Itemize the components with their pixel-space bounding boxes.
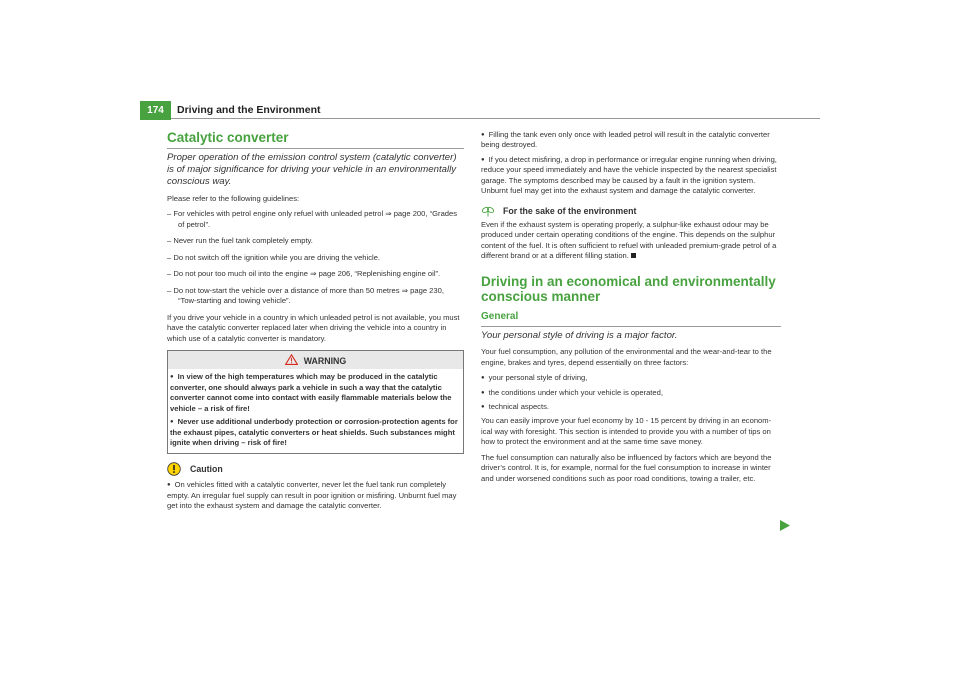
warning-item: ● In view of the high temperatures which may be produced in the catalytic converter, one should always park a vehicle in such a way that the catalytic converter cannot come into contact with easily flammable materials below the vehicle – a risk of fire! [170,372,461,414]
factor-item: ● technical aspects. [481,402,781,412]
right-column [481,130,781,489]
environment-text [481,220,781,262]
caution-header [167,462,464,476]
consumption-paragraph: The fuel consumption can naturally also be influenced by factors which are beyond the driver’s control. It is, for example, normal for the fuel consumption to increase in winter and under worsened conditions such as poor road conditions, towing a trailer, etc. [481,452,772,483]
factor-item: ● the conditions under which your vehicle is operated, [481,388,781,398]
environment-title: For the sake of the environment [503,205,637,216]
environment-leaf-icon [481,205,495,217]
warning-body [168,369,463,453]
caution-item: ● Filling the tank even only once with leaded petrol will result in the catalytic converter being destroyed. [481,130,781,151]
section-heading-catalytic: Catalytic converter [167,130,464,149]
left-column [167,130,464,516]
section-lead: Proper operation of the emission control system (catalytic converter) is of major significance for driving your vehicle in an environmentally conscious way. [167,151,457,188]
economy-paragraph: You can easily improve your fuel economy by 10 - 15 percent by driving in an econom-ical way with foresight. This section is intended to provide you with a number of tips on how to protect the environment and at the same time save money. [481,416,772,447]
factor-item: ● your personal style of driving, [481,373,781,383]
header-rule [171,118,820,119]
warning-item: ● Never use additional underbody protection or corrosion-protection agents for the exhaust pipes, catalytic converters or heat shields. Such substances might ignite when driving – risk of fire! [170,417,461,448]
environment-header [481,205,781,217]
caution-item: ● If you detect misfiring, a drop in performance or irregular engine running when driving, reduce your speed immediately and have the vehicle inspected by the nearest specialist garage. The symptoms described may be caused by a fault in the ignition system. Unburnt fuel may get into the exhaust system and damage the catalytic converter. [481,155,781,197]
factors-intro: Your fuel consumption, any pollution of the environmental and the wear-and-tear to the engine, brakes and tyres, depend essentially on three factors: [481,347,772,367]
section-end-marker [631,253,636,258]
environment-text-content: Even if the exhaust system is operating properly, a sulphur-like exhaust odour may be produced under certain operating conditions of the engine. This depends on the sulphur content of the fuel. It is often sufficient to refuel with unleaded premium-grade petrol of a different brand or at a different filling station. [481,219,777,261]
section-heading-economical: Driving in an economical and environmentally conscious manner [481,273,776,305]
guidelines-intro: Please refer to the following guidelines: [167,193,300,203]
warning-triangle-icon [285,354,298,365]
guideline-item: – Do not pour too much oil into the engine ⇒ page 206, “Replenishing engine oil”. [167,269,441,279]
next-page-arrow-icon [780,520,790,531]
guideline-item: – Do not switch off the ignition while you are driving the vehicle. [167,252,381,262]
warning-title: WARNING [303,356,347,367]
subsection-heading-general: General [481,310,781,327]
warning-box [167,350,464,454]
unleaded-paragraph: If you drive your vehicle in a country in which unleaded petrol is not available, you must have the catalytic converter replaced later when driving the vehicle into a country in which use of a catalytic converter is mandatory. [167,312,460,343]
caution-title: Caution [190,464,223,475]
caution-item: ● On vehicles fitted with a catalytic converter, never let the fuel tank run completely empty. An irregular fuel supply can result in poor ignition or misfiring. Unburnt fuel may get into the exhaust system and damage the catalytic converter. [167,480,464,511]
guideline-item: – For vehicles with petrol engine only refuel with unleaded petrol ⇒ page 200, “Grades of petrol”. [167,209,458,229]
chapter-title: Driving and the Environment [177,104,321,116]
warning-header [168,351,463,369]
guideline-item: – Never run the fuel tank completely empty. [167,236,313,246]
guideline-item: – Do not tow-start the vehicle over a distance of more than 50 metres ⇒ page 230, “Tow-starting and towing vehicle”. [167,285,444,306]
page-number: 174 [140,101,171,120]
caution-exclamation-icon [167,462,181,476]
general-lead: Your personal style of driving is a major factor. [481,329,678,341]
